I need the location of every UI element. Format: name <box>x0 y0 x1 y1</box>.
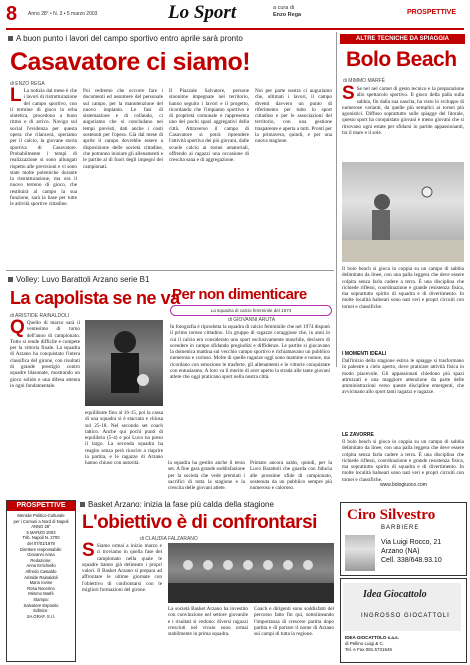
beach-column-1: S Se nel nel carnet di gesto tecnico e la preparazione allo spettacolo sportivo. Il gioco della palla sulla sabbia, fin dalla sua nascita, ha visto lo sviluppo di numerose varianti, da quelle più semplici ai tornei più agonistici. Diffuso soprattutto sulle spiagge del litorale, questo sport ha conquistato giovani e meno giovani che si ritrovano ogni estate per sfidarsi in partite appassionanti, tra il mare e il sole. <box>342 83 464 137</box>
beach-website: www.bologiuoco.com <box>380 482 427 488</box>
stadium-kicker: A buon punto i lavori del campo sportivo entro aprile sarà pronto <box>8 34 326 43</box>
barber-details <box>381 538 442 565</box>
drop-cap: Q <box>10 317 25 338</box>
section-title: Lo Sport <box>168 2 237 23</box>
arzano-kicker: Basket Arzano: inizia la fase più calda della stagione <box>80 500 335 509</box>
giocattoli-details <box>345 635 399 653</box>
colophon-line: Redazione: <box>30 557 52 563</box>
beach-column-2: Il bolo beach si gioca in coppia su un campo di sabbia delimitato da linee, con una palla leggera che deve essere colpita senza farla cadere a terra. È una disciplina che richiede riflessi, coordinazione e grande resistenza fisica, ma soprattutto spirito di squadra e di divertimento. In molte località balneari sono nati veri e propri circuiti con tornei e classifiche. <box>342 266 464 310</box>
header-rule <box>6 28 464 30</box>
stadium-byline: di ENZO REGA <box>10 81 45 87</box>
giocattoli-text: INGROSSO GIOCATTOLI <box>361 613 450 619</box>
volley-player-image <box>85 320 163 406</box>
colophon-line: SA.GRAF. S.r.l. <box>26 613 56 619</box>
colophon-line: Stampa: <box>33 596 49 602</box>
barber-ad <box>340 502 467 576</box>
beach-column-4: Il bolo beach si gioca in coppia su un campo di sabbia delimitato da linee, con una palla leggera che deve essere colpita senza farla cadere a terra. È una disciplina che richiede riflessi, coordinazione e grande resistenza fisica, ma soprattutto spirito di squadra e di divertimento. In molte località balneari sono nati veri e propri circuiti con tornei e classifiche. <box>342 439 464 483</box>
volley-byline: di ARISTIDE RAINALDOLI <box>10 313 70 319</box>
arzano-headline: L'obiettivo è di confrontarsi <box>82 512 317 533</box>
arzano-column-3: Coach e dirigenti sono soddisfatti del percorso fatto fin qui, sottolineando l'importanza di crescere partita dopo partita e di portare il nome di Arzano sui campi di tutta la regione. <box>254 606 334 638</box>
stadium-column-4: Noi per parte nostra ci auguriamo che, ultimati i lavori, il campo diventi davvero un punto di riferimento per tutto lo sport cittadino e per le associazioni del territorio, con una gestione trasparente e aperta a tutti. Pronti per la primavera, quindi, e per una nuova stagione. <box>255 88 332 145</box>
volley-column-3: la squadra ha gestito anche il terzo set. A fine gara grande soddisfazione per la società che vede premiati i sacrifici di tutta la stagione e la crescita delle giovani atlete. <box>168 460 245 492</box>
colophon-line: Alfredo Castaldo <box>25 568 57 574</box>
volley-column-2: equilibrate fino al 16-15, poi la cassa di una squadra si è staccata e chiusa sul 25-18. Nel secondo set coach tattico. Anche qui pochi punti di equilibrio (5-4) e poi Luvo ha preso il largo. La seconda squadra ha reagito senza però riuscire a riaprire la partita, e le ragazze di Arzano hanno chiuso con autorità. <box>85 410 163 467</box>
beach-byline: di MIMMO MARFÈ <box>343 78 385 84</box>
section-divider <box>6 270 334 271</box>
memory-text: In fotografia è riprodotta la squadra di calcio femminile che nel 1974 disputò il primo torneo cittadino. Un gruppo di ragazze coraggiose che, in anni in cui il calcio era considerato uno sport esclusivamente maschile, decisero di scendere in campo sfidando pregiudizi e diffidenze. Le partite si giocavano la domenica mattina sul vecchio campo sportivo e richiamavano un pubblico numeroso e curioso. Molte di quelle ragazze oggi sono mamme e nonne, ma ricordano con emozione le trasferte, gli allenamenti e le vittorie conquistate con entusiasmo. A loro va il merito di aver aperto la strada alle tante giovani atlete che oggi praticano sport nella nostra città. <box>170 324 330 381</box>
barber-city: Arzano (NA) <box>381 548 420 555</box>
team-image <box>168 543 334 603</box>
barber-phone: Cell. 338/648.93.10 <box>381 557 442 564</box>
colophon-line: Mimmo Marfè <box>28 591 54 597</box>
beach-photo <box>342 162 464 262</box>
stadium-column-2: Poi vedremo che occorre fare i documenti ed assumere del personale sul campo, per la manutenzione del nuovo impianto. Le fasi di sistemazione e di collaudo, ci auguriamo che si concludano nei tempi previsti, dati anche i costi sostenuti per l'opera. Già dal mese di aprile il campo dovrebbe essere a disposizione delle società cittadine, che potranno iniziare gli allenamenti e le partite al di fuori degli impegni dei campionati. <box>83 88 163 170</box>
barber-name: Ciro Silvestro <box>347 507 436 523</box>
giocattoli-brand: Idea Giocattolo <box>363 589 427 600</box>
square-bullet-icon <box>80 502 85 507</box>
giocattoli-address: di Pellino Luigi & C. <box>345 641 385 646</box>
barber-type: BARBIERE <box>381 525 420 531</box>
page-number: 8 <box>6 3 18 25</box>
beach-column-3: Dall'inizio della stagione estiva le spiagge si trasformano in palestre a cielo aperto, dove praticare attività fisica in modo piacevole. Gli appassionati chiedono più spazi attrezzati e una maggiore attenzione da parte delle amministrazioni verso queste discipline emergenti, che avvicinano allo sport tanti ragazzi e ragazze. <box>342 358 464 396</box>
section-credit <box>273 5 301 18</box>
beach-player-image <box>342 162 464 262</box>
colophon-line: per i Comuni a Nord di Napoli <box>13 518 69 524</box>
giocattoli-logo <box>343 583 461 631</box>
volley-column-1: Q Quello di marzo sarà il ventesimo di turno dell'anno di campionato. Tutto si rende difficile e compete per la vittoria finale. La squadra di Arzano ha conquistato l'intera classifica del girone, con risultati di grande prestigio contro squadre blasonate, mostrando un gioco solido e una difesa attenta in ogni fondamentale. <box>10 317 80 389</box>
credit-prefix: a cura di <box>273 5 295 11</box>
colophon-title: PROSPETTIVE <box>7 501 75 511</box>
arzano-byline: di CLAUDIA FALZARANO <box>140 536 198 542</box>
giocattoli-phone: Tel. e Fax 081.5731546 <box>345 647 393 652</box>
colophon-line: Mario Iovine <box>29 580 53 586</box>
stadium-headline: Casavatore ci siamo! <box>10 48 251 76</box>
barber-shop-photo <box>345 535 375 571</box>
colophon-line: Aristide Rainaldoli <box>24 574 58 580</box>
memory-byline: di GIOVANNI ARUTA <box>228 317 276 323</box>
memory-headline: Per non dimenticare <box>172 286 307 303</box>
beach-subhead-1: I MOMENTI IDEALI <box>342 351 387 357</box>
colophon-line: Mensile Politico-Culturale <box>17 513 65 518</box>
memory-box <box>168 286 333 458</box>
stadium-column-3: Il Piazzale Salvatore, persone sinonime impegnate nel territorio, hanno seguito i lavori e il progetto, ricordando che l'impianto sportivo è di proprietà comunale e rappresenta uno dei pochi spazi aggregativi della città. Attraverso il campo di Casavatore si potrà riprendere l'attività sportiva dei più giovani, dalle scuole calcio ai tornei amatoriali, offrendo ai ragazzi una occasione di crescita sana e di aggregazione. <box>169 88 249 164</box>
colophon-line: Anna Errichiello <box>26 563 56 569</box>
beach-subhead-2: LE ZAVORRE <box>342 432 374 438</box>
drop-cap: L <box>10 85 22 106</box>
giocattoli-ad <box>340 578 467 663</box>
beach-tag: ALTRE TECNICHE DA SPIAGGIA <box>340 34 465 44</box>
square-bullet-icon <box>8 36 13 41</box>
colophon-lines <box>7 511 75 619</box>
volley-photo <box>85 320 163 406</box>
arzano-column-2: La società Basket Arzano ha investito con convinzione nel settore giovanile e i risultati si vedono: diversi ragazzi cresciuti nel vivaio sono ormai stabilmente in prima squadra. <box>168 606 248 638</box>
volley-column-4: Primato ancora saldo, quindi, per la Luvo Barattoli che guarda con fiducia alle prossime sfide di campionato, sostenuta da un pubblico sempre più numeroso e caloroso. <box>250 460 332 492</box>
volley-headline: La capolista se ne va <box>10 288 180 308</box>
giocattoli-company: IDEA GIOCATTOLO s.a.s. <box>345 635 399 640</box>
colophon-line: Salvatore Esposito <box>23 602 59 608</box>
drop-cap: S <box>342 83 355 104</box>
colophon-line: Direttore responsabile: <box>19 546 63 552</box>
publication-name: PROSPETTIVE <box>407 9 457 16</box>
credit-name: Enzo Rega <box>273 11 302 18</box>
colophon-line: del 07/01/1978 <box>27 540 55 546</box>
colophon-line: 5 MARZO 2003 <box>26 529 56 535</box>
colophon-line: ANNO 28° <box>31 524 51 530</box>
barber-address: Via Luigi Rocco, 21 <box>381 539 442 546</box>
memory-subtitle: La squadra di calcio femminile del 1974 <box>210 308 292 313</box>
colophon-line: Rosa Nocerino <box>27 585 55 591</box>
memory-subtitle-frame <box>170 305 332 316</box>
issue-meta: Anno 28° • N. 3 • 5 marzo 2003 <box>28 11 98 17</box>
square-bullet-icon <box>8 277 13 282</box>
volley-kicker: Volley: Luvo Barattoli Arzano serie B1 <box>8 275 308 284</box>
drop-cap: S <box>82 540 95 561</box>
prospettive-colophon <box>6 500 76 662</box>
column-divider <box>336 32 337 367</box>
arzano-column-1: S Siamo ormai a inizio marzo e ci troviamo in quella fase del campionato nella quale le squadre hanno già delineato i propri valori. Il Basket Arzano si prepara ad affrontare le ultime giornate con l'obiettivo di confrontarsi con le migliori formazioni del girone. <box>82 540 162 594</box>
arzano-team-photo <box>168 543 334 603</box>
stadium-column-1: L La notizia dal mese è che i lavori di ristrutturazione del campo sportivo, con il termine di gioco in erba sintetica, procedono a buon ritmo e di arrivo. Navigo sul social l'evidenza per questa opera che rilancerà, speriamo per il calcio, la giovane storia sportiva di Casavatore. Probabilmente i tempi di realizzazione si sono allungati rispetto alle previsioni e vi sono state molte polemiche durante la ristrutturazione, ma ora il nuovo terreno di gioco, che restituirà al campo la sua funzione, sarà la base per tutte le attività sportive cittadine. <box>10 85 77 208</box>
colophon-line: Trib. Napoli N. 2700 <box>22 535 60 541</box>
beach-headline: Bolo Beach <box>346 48 457 71</box>
colophon-line: Giovanni Aruta <box>27 552 55 558</box>
colophon-line: Editrice: <box>33 608 49 614</box>
